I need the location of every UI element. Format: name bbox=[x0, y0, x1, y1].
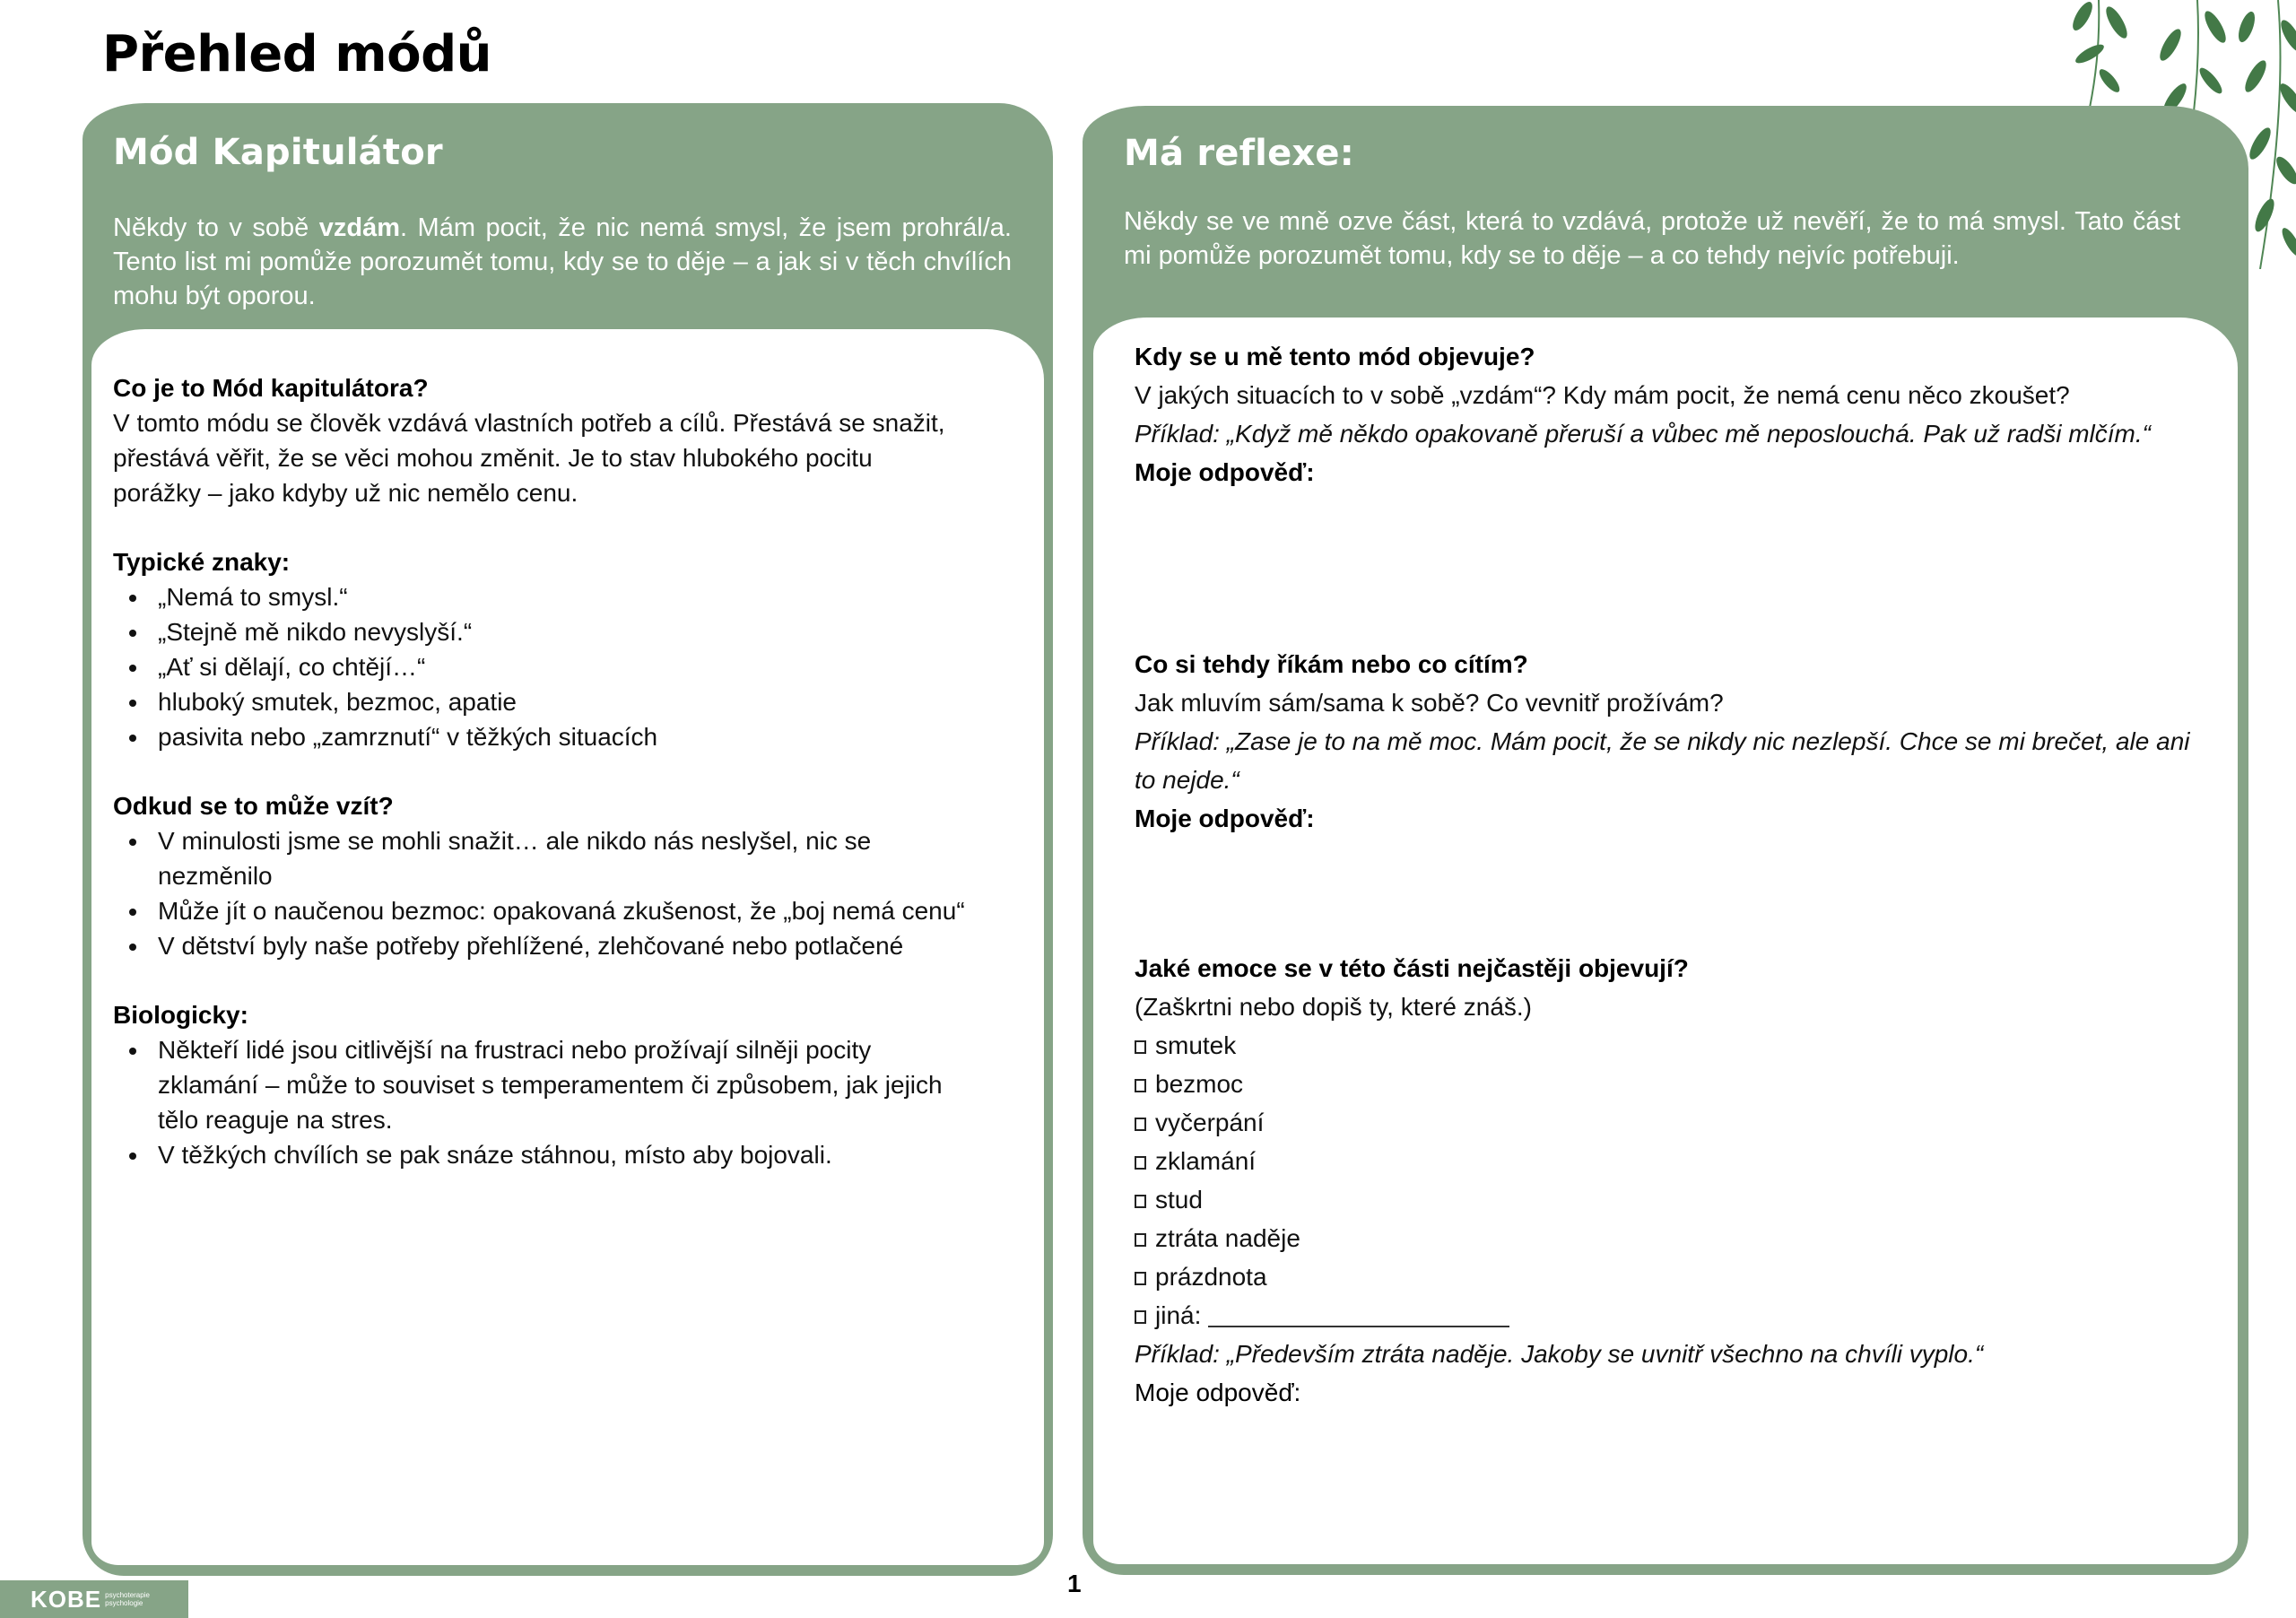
emotion-option-ztrata-nadeje[interactable] bbox=[1135, 1219, 2211, 1257]
intro-bold-text: vzdám bbox=[318, 213, 400, 242]
checkbox[interactable] bbox=[1135, 1272, 1146, 1285]
question-example-1: Příklad: „Když mě někdo opakovaně přeruší a vůbec mě neposlouchá. Pak už radši mlčím.“ bbox=[1135, 420, 2151, 448]
reflection-card bbox=[1083, 106, 2248, 1575]
question-prompt-3: (Zaškrtni nebo dopiš ty, které znáš.) bbox=[1135, 993, 1532, 1021]
emotion-option-other[interactable] bbox=[1135, 1296, 2211, 1335]
mode-info-card bbox=[83, 103, 1053, 1576]
mode-info-header bbox=[83, 103, 1053, 313]
page-title: Přehled módů bbox=[102, 25, 492, 83]
intro-text: Někdy to v sobě bbox=[113, 213, 319, 242]
section-heading-what: Co je to Mód kapitulátora? bbox=[113, 374, 429, 402]
list-item: pasivita nebo „zamrznutí“ v těžkých situacích bbox=[113, 719, 965, 754]
option-label: prázdnota bbox=[1155, 1263, 1267, 1291]
answer-label-2: Moje odpověď: bbox=[1135, 805, 1315, 832]
intro-text: . Mám pocit, že nic nemá smysl, že jsem prohrál/a. Tento list mi pomůže porozumět tomu, kdy se to děje – a jak si v těch chvílích mohu být oporou. bbox=[113, 213, 1012, 310]
mode-info-body bbox=[91, 329, 1044, 1565]
checkbox[interactable] bbox=[1135, 1195, 1146, 1208]
answer-field-1[interactable] bbox=[1135, 491, 2211, 645]
list-item: hluboký smutek, bezmoc, apatie bbox=[113, 684, 965, 719]
emotion-option-prazdnota[interactable] bbox=[1135, 1257, 2211, 1296]
section-heading-signs: Typické znaky: bbox=[113, 548, 291, 576]
section-text-what: V tomto módu se člověk vzdává vlastních potřeb a cílů. Přestává se snažit, přestává věřit, že se věci mohou změnit. Je to stav hlubokého pocitu porážky – jako kdyby už nic nemělo cenu. bbox=[113, 409, 945, 507]
brand-name: KOBE bbox=[30, 1585, 102, 1613]
checkbox[interactable] bbox=[1135, 1233, 1146, 1247]
list-item: „Ať si dělají, co chtějí…“ bbox=[113, 649, 965, 684]
checkbox[interactable] bbox=[1135, 1040, 1146, 1054]
checkbox[interactable] bbox=[1135, 1079, 1146, 1092]
brand-tagline-line: psychoterapie bbox=[105, 1591, 150, 1599]
mode-title: Mód Kapitulátor bbox=[113, 132, 443, 173]
reflection-intro: Někdy se ve mně ozve část, která to vzdává, protože už nevěří, že to má smysl. Tato část mi pomůže porozumět tomu, kdy se to děje – a co tehdy nejvíc potřebuji. bbox=[1124, 207, 2180, 270]
option-label: jiná: bbox=[1155, 1301, 1202, 1329]
question-prompt-1: V jakých situacích to v sobě „vzdám“? Kdy mám pocit, že nemá cenu něco zkoušet? bbox=[1135, 381, 2070, 409]
brand-logo bbox=[0, 1580, 188, 1618]
list-item: „Stejně mě nikdo nevyslyší.“ bbox=[113, 614, 965, 649]
section-heading-origin: Odkud se to může vzít? bbox=[113, 792, 394, 820]
emotion-option-vycerpani[interactable] bbox=[1135, 1103, 2211, 1142]
reflection-header bbox=[1083, 106, 2248, 273]
mode-intro bbox=[113, 211, 1012, 313]
list-item: V minulosti jsme se mohli snažit… ale nikdo nás neslyšel, nic se nezměnilo bbox=[113, 823, 965, 893]
list-item: „Nemá to smysl.“ bbox=[113, 579, 965, 614]
checkbox[interactable] bbox=[1135, 1118, 1146, 1131]
checkbox[interactable] bbox=[1135, 1156, 1146, 1170]
emotion-option-bezmoc[interactable] bbox=[1135, 1065, 2211, 1103]
option-label: bezmoc bbox=[1155, 1070, 1244, 1098]
section-heading-bio: Biologicky: bbox=[113, 1001, 248, 1029]
list-item: V dětství byly naše potřeby přehlížené, zlehčované nebo potlačené bbox=[113, 928, 965, 963]
bio-list bbox=[113, 1032, 1026, 1172]
emotion-option-zklamani[interactable] bbox=[1135, 1142, 2211, 1180]
answer-label-1: Moje odpověď: bbox=[1135, 458, 1315, 486]
answer-field-2[interactable] bbox=[1135, 838, 2211, 949]
option-label: zklamání bbox=[1155, 1147, 1257, 1175]
page-number: 1 bbox=[1067, 1570, 1082, 1597]
reflection-body bbox=[1093, 318, 2238, 1564]
other-emotion-input[interactable] bbox=[1208, 1304, 1509, 1327]
list-item: Může jít o naučenou bezmoc: opakovaná zkušenost, že „boj nemá cenu“ bbox=[113, 893, 965, 928]
answer-label-3: Moje odpověď: bbox=[1135, 1379, 1301, 1406]
option-label: ztráta naděje bbox=[1155, 1224, 1300, 1252]
origin-list bbox=[113, 823, 1026, 963]
list-item: V těžkých chvílích se pak snáze stáhnou, místo aby bojovali. bbox=[113, 1137, 965, 1172]
emotion-option-stud[interactable] bbox=[1135, 1180, 2211, 1219]
emotion-option-smutek[interactable] bbox=[1135, 1026, 2211, 1065]
question-heading-2: Co si tehdy říkám nebo co cítím? bbox=[1135, 650, 1528, 678]
question-heading-3: Jaké emoce se v této části nejčastěji objevují? bbox=[1135, 954, 1689, 982]
question-heading-1: Kdy se u mě tento mód objevuje? bbox=[1135, 343, 1535, 370]
checkbox[interactable] bbox=[1135, 1310, 1146, 1324]
question-example-2: Příklad: „Zase je to na mě moc. Mám pocit, že se nikdy nic nezlepší. Chce se mi brečet, ale ani to nejde.“ bbox=[1135, 727, 2190, 794]
reflection-title: Má reflexe: bbox=[1124, 133, 1354, 174]
option-label: smutek bbox=[1155, 1031, 1237, 1059]
signs-list bbox=[113, 579, 1026, 754]
option-label: stud bbox=[1155, 1186, 1203, 1214]
question-example-3: Příklad: „Především ztráta naděje. Jakoby se uvnitř všechno na chvíli vyplo.“ bbox=[1135, 1340, 1984, 1368]
brand-tagline-line: psychologie bbox=[105, 1599, 144, 1607]
brand-tagline bbox=[105, 1591, 150, 1607]
list-item: Někteří lidé jsou citlivější na frustraci nebo prožívají silněji pocity zklamání – může to souviset s temperamentem či způsobem, jak jejich tělo reaguje na stres. bbox=[113, 1032, 965, 1137]
option-label: vyčerpání bbox=[1155, 1109, 1265, 1136]
question-prompt-2: Jak mluvím sám/sama k sobě? Co vevnitř prožívám? bbox=[1135, 689, 1724, 717]
